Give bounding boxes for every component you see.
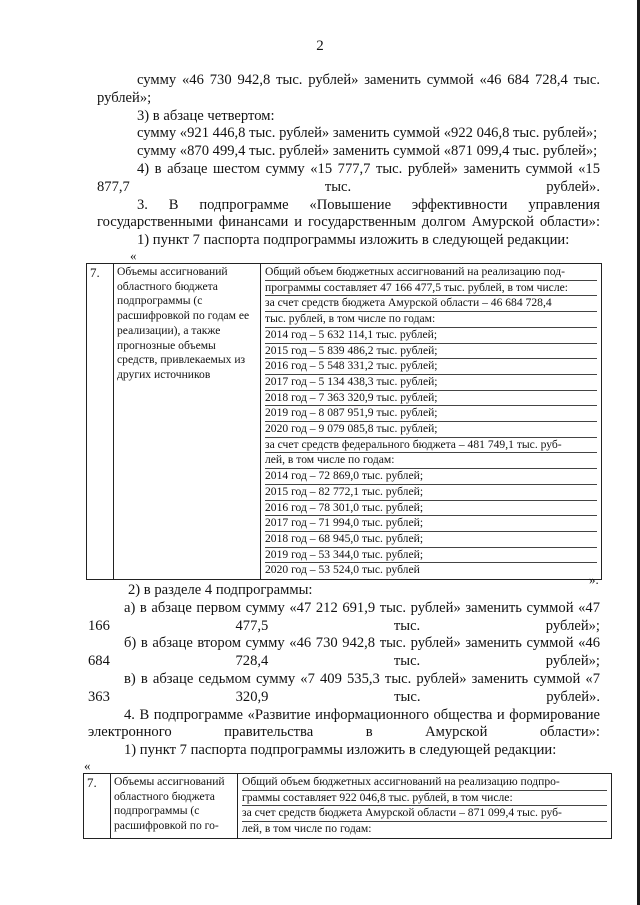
content-line: 2014 год – 72 869,0 тыс. рублей;	[265, 469, 597, 485]
content-line: 2019 год – 8 087 951,9 тыс. рублей;	[265, 406, 597, 422]
item-label: Объемы ассигнований областного бюджета подпрограммы (с расшифровкой по го-	[111, 774, 238, 839]
content-line: 2020 год – 9 079 085,8 тыс. рублей;	[265, 422, 597, 438]
content-line: за счет средств бюджета Амурской области – 46 684 728,4	[265, 296, 597, 312]
content-line: 2017 год – 5 134 438,3 тыс. рублей;	[265, 375, 597, 391]
open-quote: «	[130, 248, 137, 263]
content-line: 2018 год – 7 363 320,9 тыс. рублей;	[265, 391, 597, 407]
item-label: Объемы ассигнований областного бюджета подпрограммы (с расшифровкой по годам ее реализации), а также прогнозные объемы средств, привлекаемых из других источников	[114, 264, 261, 580]
content-line: 2015 год – 82 772,1 тыс. рублей;	[265, 485, 597, 501]
paragraph: 4. В подпрограмме «Развитие информационного общества и формирование электронного правительства в Амурской области»:	[88, 706, 600, 741]
content-line: 2016 год – 5 548 331,2 тыс. рублей;	[265, 359, 597, 375]
content-line: 2019 год – 53 344,0 тыс. рублей;	[265, 548, 597, 564]
paragraph: в) в абзаце седьмом сумму «7 409 535,3 тыс. рублей» заменить суммой «7 363 320,9 тыс. рублей».	[88, 670, 600, 705]
content-line: Общий объем бюджетных ассигнований на реализацию под-	[265, 265, 597, 281]
content-line: 2014 год – 5 632 114,1 тыс. рублей;	[265, 328, 597, 344]
amendments-block-1	[97, 72, 600, 250]
paragraph: 1) пункт 7 паспорта подпрограммы изложить в следующей редакции:	[124, 742, 557, 759]
paragraph: 4) в абзаце шестом сумму «15 777,7 тыс. рублей» заменить суммой «15 877,7 тыс. рублей».	[97, 160, 600, 195]
amendments-block-2	[88, 582, 600, 760]
content-line: лей, в том числе по годам:	[242, 822, 372, 836]
content-line: за счет средств бюджета Амурской области – 871 099,4 тыс. руб-	[242, 806, 607, 822]
page-number: 2	[316, 38, 324, 54]
paragraph: 3) в абзаце четвертом:	[137, 107, 275, 124]
content-line: 2015 год – 5 839 486,2 тыс. рублей;	[265, 344, 597, 360]
item-content	[261, 264, 602, 580]
item-number: 7.	[84, 774, 111, 839]
item-number: 7.	[87, 264, 114, 580]
paragraph: б) в абзаце втором сумму «46 730 942,8 тыс. рублей» заменить суммой «46 684 728,4 тыс. рублей»;	[88, 635, 600, 670]
content-line: 2016 год – 78 301,0 тыс. рублей;	[265, 501, 597, 517]
paragraph: 2) в разделе 4 подпрограммы:	[128, 582, 313, 598]
item-content	[238, 774, 612, 839]
close-quote: ».	[589, 572, 599, 587]
paragraph: сумму «46 730 942,8 тыс. рублей» заменить суммой «46 684 728,4 тыс. рублей»;	[97, 72, 600, 106]
paragraph: сумму «921 446,8 тыс. рублей» заменить суммой «922 046,8 тыс. рублей»;	[137, 125, 598, 142]
content-line: тыс. рублей, в том числе по годам:	[265, 312, 597, 328]
content-line: за счет средств федерального бюджета – 481 749,1 тыс. руб-	[265, 438, 597, 454]
paragraph: 3. В подпрограмме «Повышение эффективности управления государственными финансами и государственным долгом Амурской области»:	[97, 196, 600, 231]
paragraph: сумму «870 499,4 тыс. рублей» заменить суммой «871 099,4 тыс. рублей»;	[137, 143, 598, 160]
table-row	[84, 774, 612, 839]
content-line: 2020 год – 53 524,0 тыс. рублей	[265, 563, 420, 577]
passport-table-1	[86, 263, 602, 580]
table-row	[87, 264, 602, 580]
content-line: лей, в том числе по годам:	[265, 453, 597, 469]
open-quote: «	[84, 758, 91, 773]
content-line: граммы составляет 922 046,8 тыс. рублей, в том числе:	[242, 791, 607, 807]
content-line: 2018 год – 68 945,0 тыс. рублей;	[265, 532, 597, 548]
content-line: программы составляет 47 166 477,5 тыс. рублей, в том числе:	[265, 281, 597, 297]
passport-table-2	[83, 773, 612, 839]
content-line: 2017 год – 71 994,0 тыс. рублей;	[265, 516, 597, 532]
content-line: Общий объем бюджетных ассигнований на реализацию подпро-	[242, 775, 607, 791]
paragraph: 1) пункт 7 паспорта подпрограммы изложить в следующей редакции:	[137, 232, 570, 249]
paragraph: а) в абзаце первом сумму «47 212 691,9 тыс. рублей» заменить суммой «47 166 477,5 тыс. рублей»;	[88, 599, 600, 634]
